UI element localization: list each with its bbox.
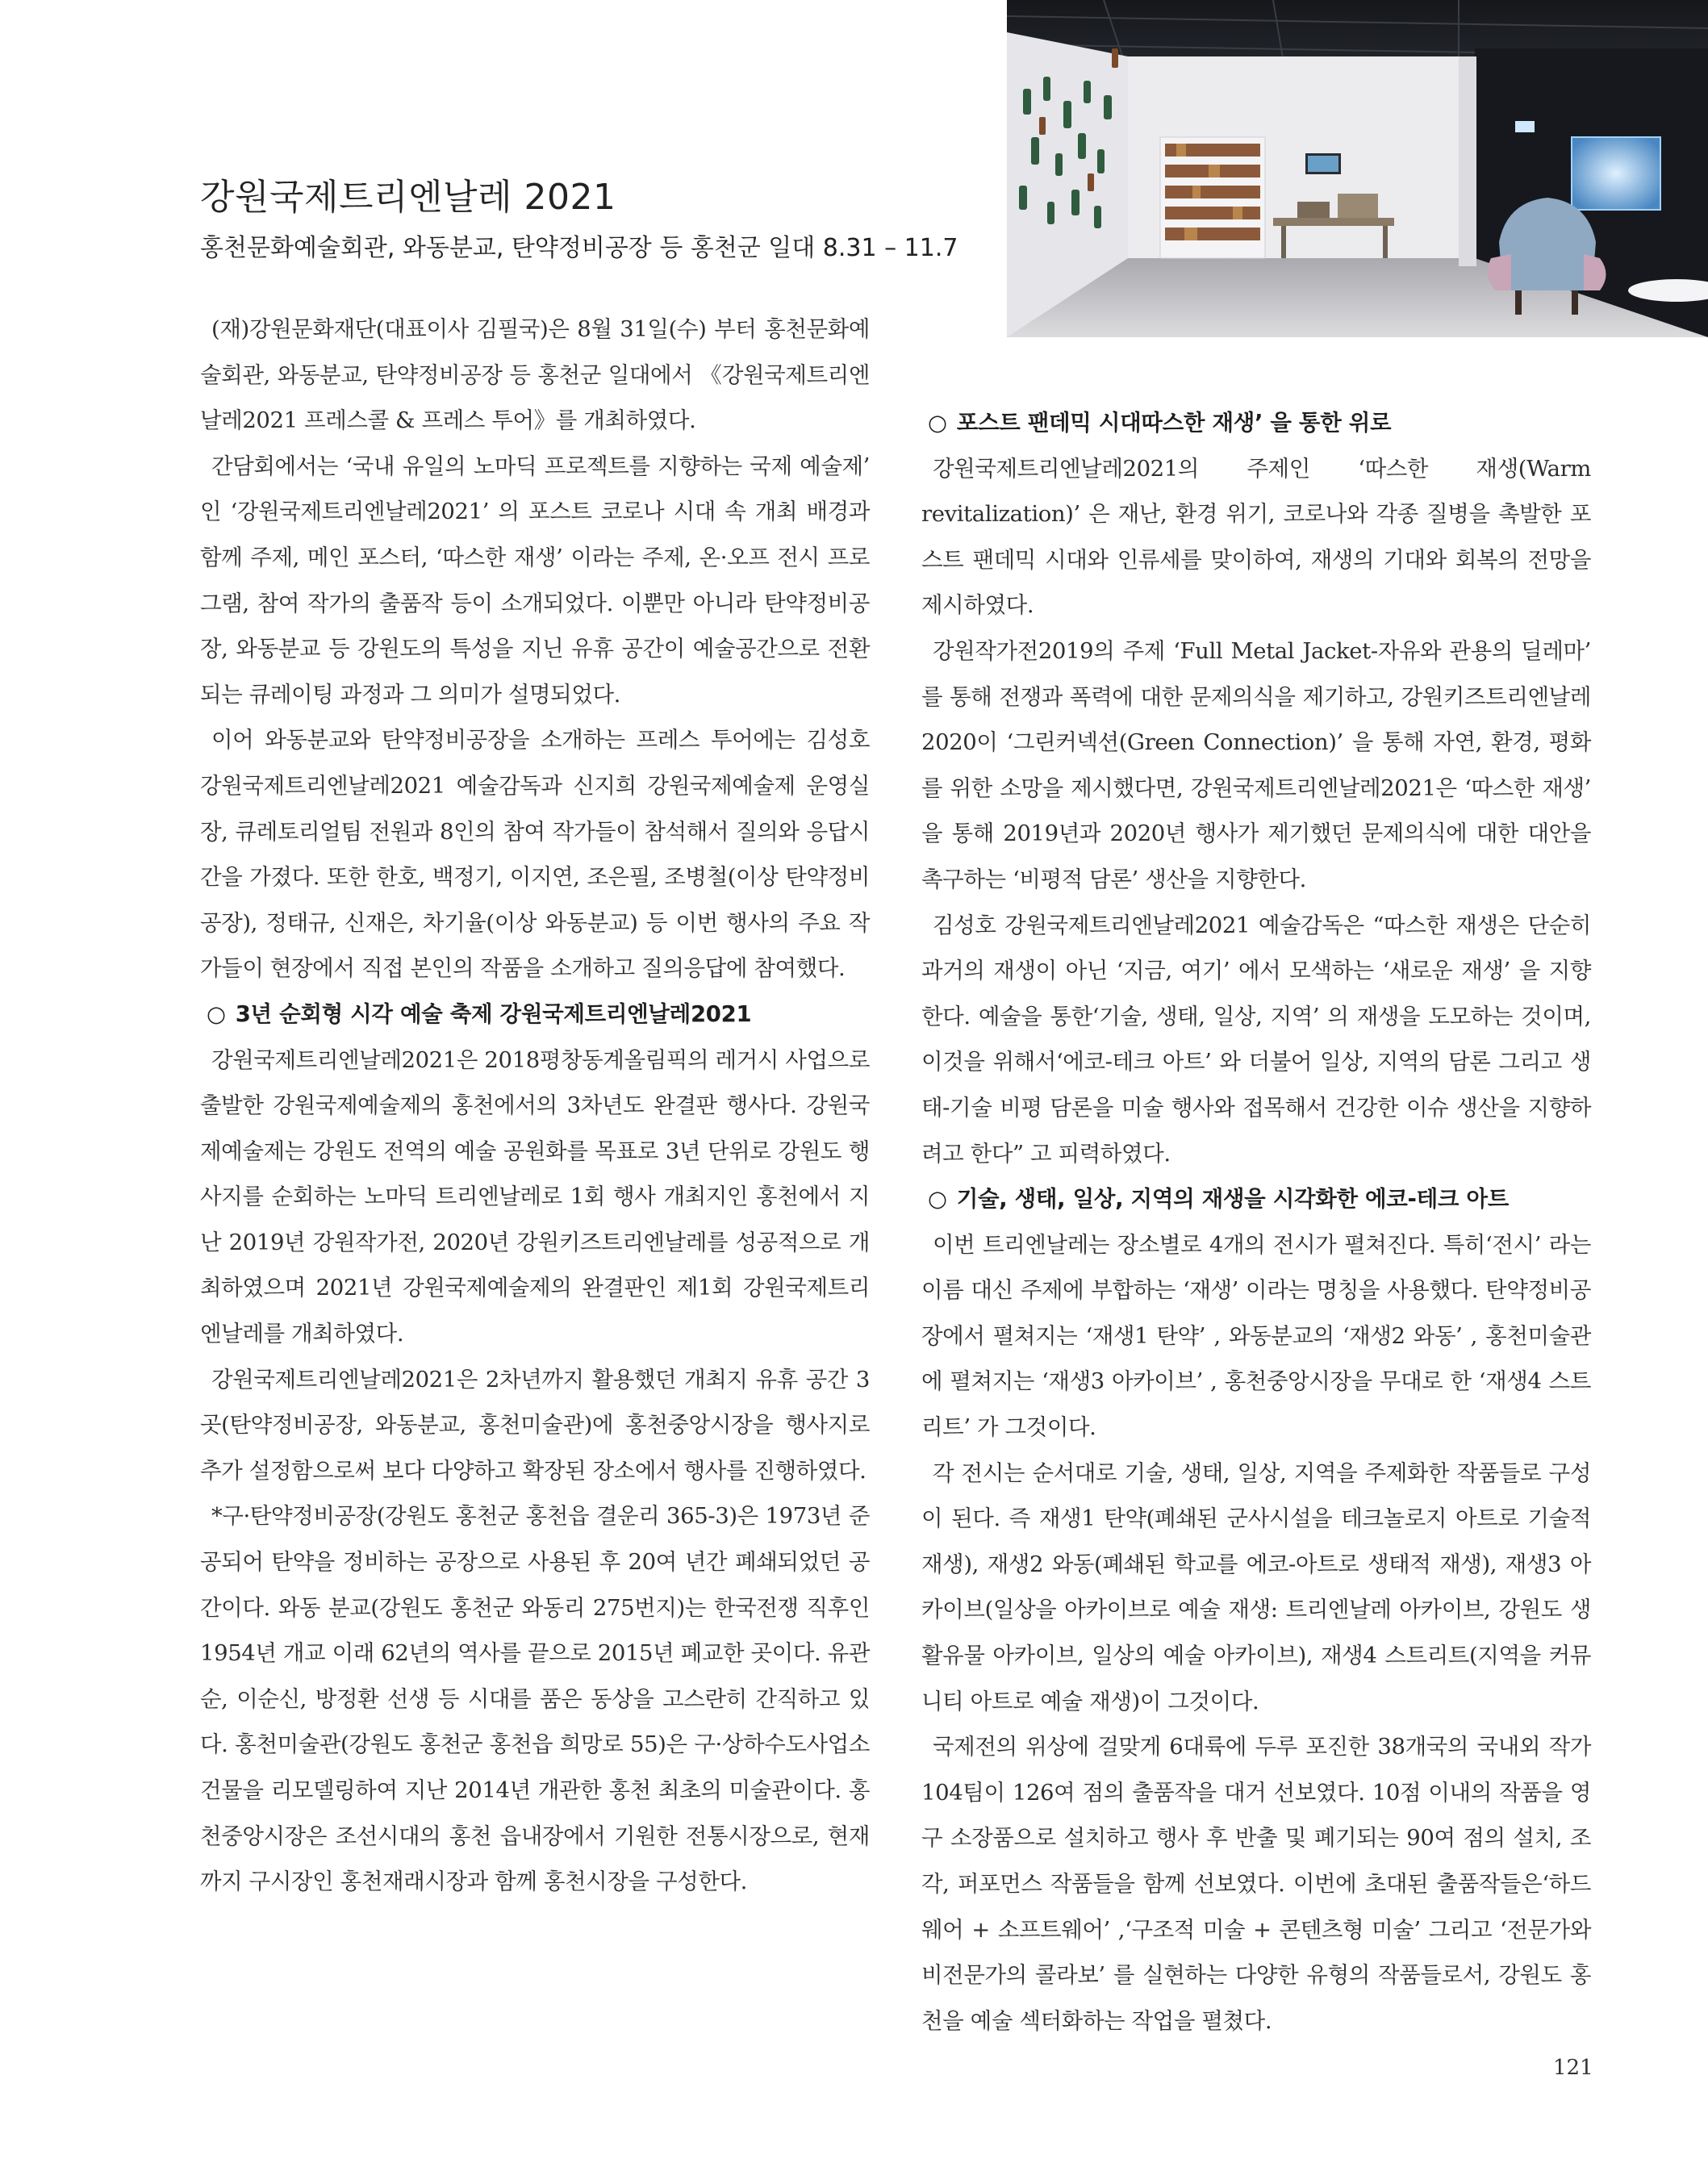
right-column <box>921 400 1591 2044</box>
circle-bullet-icon: ○ <box>207 1000 226 1027</box>
circle-bullet-icon: ○ <box>928 410 947 436</box>
section-heading <box>200 992 870 1038</box>
paragraph: 국제전의 위상에 걸맞게 6대륙에 두루 포진한 38개국의 국내외 작가 104팀이 126여 점의 출품작을 대거 선보였다. 10점 이내의 작품을 영구 소장품으로 설치하고 행사 후 반출 및 폐기되는 90여 점의 설치, 조각, 퍼포먼스 작품들을 함께 선보였다. 이번에 초대된 출품작들은‘하드웨어 + 소프트웨어’ ,‘구조적 미술 + 콘텐츠형 미술’ 그리고 ‘전문가와 비전문가의 콜라보’ 를 실현하는 다양한 유형의 작품들로서, 강원도 홍천을 예술 섹터화하는 작업을 펼쳤다. <box>921 1734 1591 2034</box>
section-heading-text: 기술, 생태, 일상, 지역의 재생을 시각화한 에코-테크 아트 <box>956 1186 1510 1213</box>
paragraph: 강원국제트리엔날레2021의 주제인 ‘따스한 재생(Warm revitalization)’ 은 재난, 환경 위기, 코로나와 각종 질병을 촉발한 포스트 팬데믹 시대와 인류세를 맞이하여, 재생의 기대와 회복의 전망을 제시하였다. <box>921 455 1591 619</box>
paragraph: 강원국제트리엔날레2021은 2차년까지 활용했던 개최지 유휴 공간 3곳(탄약정비공장, 와동분교, 홍천미술관)에 홍천중앙시장을 행사지로 추가 설정함으로써 보다 다양하고 확장된 장소에서 행사를 진행하였다. <box>200 1366 870 1484</box>
gallery-interior-image <box>1007 0 1708 337</box>
left-column <box>200 307 870 1905</box>
paragraph: 각 전시는 순서대로 기술, 생태, 일상, 지역을 주제화한 작품들로 구성이 된다. 즉 재생1 탄약(폐쇄된 군사시설을 테크놀로지 아트로 기술적 재생), 재생2 와동(폐쇄된 학교를 에코-아트로 생태적 재생), 재생3 아카이브(일상을 아카이브로 예술 재생: 트리엔날레 아카이브, 강원도 생활유물 아카이브, 일상의 예술 아카이브), 재생4 스트리트(지역을 커뮤니티 아트로 예술 재생)이 그것이다. <box>921 1459 1591 1714</box>
section-heading <box>921 1176 1591 1222</box>
paragraph: 김성호 강원국제트리엔날레2021 예술감독은 “따스한 재생은 단순히 과거의 재생이 아닌 ‘지금, 여기’ 에서 모색하는 ‘새로운 재생’ 을 지향한다. 예술을 통한‘기술, 생태, 일상, 지역’ 의 재생을 도모하는 것이며, 이것을 위해서‘에코-테크 아트’ 와 더불어 일상, 지역의 담론 그리고 생태-기술 비평 담론을 미술 행사와 접목해서 건강한 이슈 생산을 지향하려고 한다” 고 피력하였다. <box>921 912 1591 1167</box>
paragraph: *구·탄약정비공장(강원도 홍천군 홍천읍 결운리 365-3)은 1973년 준공되어 탄약을 정비하는 공장으로 사용된 후 20여 년간 폐쇄되었던 공간이다. 와동 분교(강원도 홍천군 와동리 275번지)는 한국전쟁 직후인 1954년 개교 이래 62년의 역사를 끝으로 2015년 폐교한 곳이다. 유관순, 이순신, 방정환 선생 등 시대를 품은 동상을 고스란히 간직하고 있다. 홍천미술관(강원도 홍천군 홍천읍 희망로 55)은 구·상하수도사업소 건물을 리모델링하여 지난 2014년 개관한 홍천 최초의 미술관이다. 홍천중앙시장은 조선시대의 홍천 읍내장에서 기원한 전통시장으로, 현재까지 구시장인 홍천재래시장과 함께 홍천시장을 구성한다. <box>200 1503 871 1895</box>
article-title: 강원국제트리엔날레 2021 <box>200 177 616 218</box>
section-heading-text: 3년 순회형 시각 예술 축제 강원국제트리엔날레2021 <box>235 1000 752 1027</box>
section-heading-text: 포스트 팬데믹 시대따스한 재생’ 을 통한 위로 <box>956 410 1392 436</box>
paragraph: 강원작가전2019의 주제 ‘Full Metal Jacket-자유와 관용의 딜레마’ 를 통해 전쟁과 폭력에 대한 문제의식을 제기하고, 강원키즈트리엔날레2020이 ‘그린커넥션(Green Connection)’ 을 통해 자연, 환경, 평화를 위한 소망을 제시했다면, 강원국제트리엔날레2021은 ‘따스한 재생’ 을 통해 2019년과 2020년 행사가 제기했던 문제의식에 대한 대안을 촉구하는 ‘비평적 담론’ 생산을 지향한다. <box>921 637 1591 892</box>
paragraph: (재)강원문화재단(대표이사 김필국)은 8월 31일(수) 부터 홍천문화예술회관, 와동분교, 탄약정비공장 등 홍천군 일대에서 《강원국제트리엔날레2021 프레스콜 & 프레스 투어》를 개최하였다. <box>200 316 870 434</box>
page-number: 121 <box>1553 2056 1593 2080</box>
exhibition-photo <box>1007 0 1708 337</box>
section-heading <box>921 400 1591 446</box>
paragraph: 이번 트리엔날레는 장소별로 4개의 전시가 펼쳐진다. 특히‘전시’ 라는 이름 대신 주제에 부합하는 ‘재생’ 이라는 명칭을 사용했다. 탄약정비공장에서 펼쳐지는 ‘재생1 탄약’ , 와동분교의 ‘재생2 와동’ , 홍천미술관에 펼쳐지는 ‘재생3 아카이브’ , 홍천중앙시장을 무대로 한 ‘재생4 스트리트’ 가 그것이다. <box>921 1231 1591 1441</box>
article-subtitle: 홍천문화예술회관, 와동분교, 탄약정비공장 등 홍천군 일대 8.31 – 11.7 <box>200 234 958 262</box>
paragraph: 강원국제트리엔날레2021은 2018평창동계올림픽의 레거시 사업으로 출발한 강원국제예술제의 홍천에서의 3차년도 완결판 행사다. 강원국제예술제는 강원도 전역의 예술 공원화를 목표로 3년 단위로 강원도 행사지를 순회하는 노마딕 트리엔날레로 1회 행사 개최지인 홍천에서 지난 2019년 강원작가전, 2020년 강원키즈트리엔날레를 성공적으로 개최하였으며 2021년 강원국제예술제의 완결판인 제1회 강원국제트리엔날레를 개최하였다. <box>200 1046 870 1347</box>
circle-bullet-icon: ○ <box>928 1186 947 1213</box>
paragraph: 이어 와동분교와 탄약정비공장을 소개하는 프레스 투어에는 김성호 강원국제트리엔날레2021 예술감독과 신지희 강원국제예술제 운영실장, 큐레토리얼팀 전원과 8인의 참여 작가들이 참석해서 질의와 응답시간을 가졌다. 또한 한호, 백정기, 이지연, 조은필, 조병철(이상 탄약정비공장), 정태규, 신재은, 차기율(이상 와동분교) 등 이번 행사의 주요 작가들이 현장에서 직접 본인의 작품을 소개하고 질의응답에 참여했다. <box>200 727 870 982</box>
paragraph: 간담회에서는 ‘국내 유일의 노마딕 프로젝트를 지향하는 국제 예술제’ 인 ‘강원국제트리엔날레2021’ 의 포스트 코로나 시대 속 개최 배경과 함께 주제, 메인 포스터, ‘따스한 재생’ 이라는 주제, 온·오프 전시 프로그램, 참여 작가의 출품작 등이 소개되었다. 이뿐만 아니라 탄약정비공장, 와동분교 등 강원도의 특성을 지닌 유휴 공간이 예술공간으로 전환되는 큐레이팅 과정과 그 의미가 설명되었다. <box>200 453 870 708</box>
